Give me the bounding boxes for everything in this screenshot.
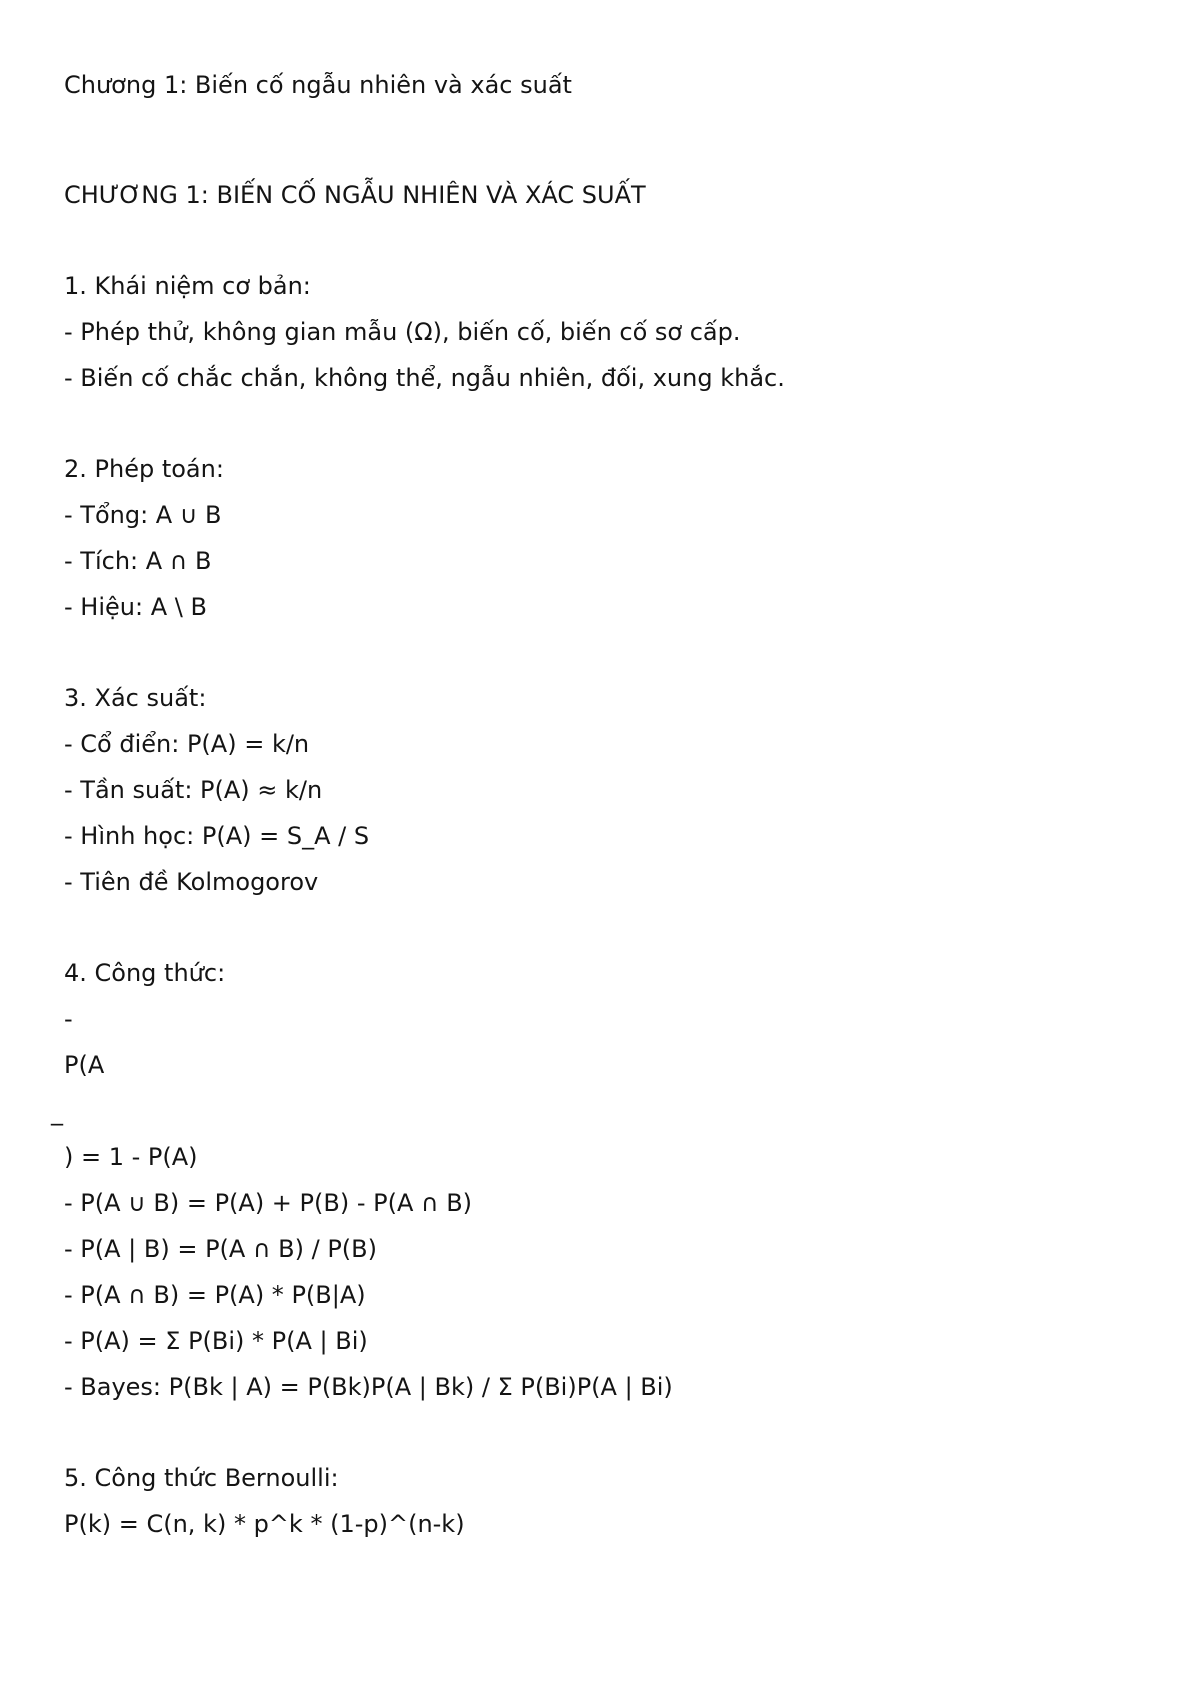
section-4-heading: 4. Công thức:: [64, 959, 226, 987]
section-4-item: - P(A) = Σ P(Bi) * P(A | Bi): [64, 1327, 368, 1355]
complement-formula-end: ) = 1 - P(A): [64, 1143, 198, 1171]
document-title: CHƯƠNG 1: BIẾN CỐ NGẪU NHIÊN VÀ XÁC SUẤT: [64, 181, 646, 209]
section-3-heading: 3. Xác suất:: [64, 684, 207, 712]
complement-overbar: _: [51, 1098, 63, 1126]
section-4-dash: -: [64, 1005, 73, 1033]
section-2-item: - Tích: A ∩ B: [64, 547, 212, 575]
section-4-item: - Bayes: P(Bk | A) = P(Bk)P(A | Bk) / Σ P(Bi)P(A | Bi): [64, 1373, 673, 1401]
section-3-item: - Tiên đề Kolmogorov: [64, 868, 319, 896]
section-4-item: - P(A | B) = P(A ∩ B) / P(B): [64, 1235, 377, 1263]
section-1-heading: 1. Khái niệm cơ bản:: [64, 272, 311, 300]
complement-formula-start: P(A: [64, 1051, 105, 1079]
section-3-item: - Hình học: P(A) = S_A / S: [64, 822, 370, 850]
section-3-item: - Tần suất: P(A) ≈ k/n: [64, 776, 323, 804]
section-1-item: - Biến cố chắc chắn, không thể, ngẫu nhiên, đối, xung khắc.: [64, 364, 785, 392]
bernoulli-formula: P(k) = C(n, k) * p^k * (1-p)^(n-k): [64, 1510, 465, 1538]
section-5-heading: 5. Công thức Bernoulli:: [64, 1464, 339, 1492]
section-1-item: - Phép thử, không gian mẫu (Ω), biến cố, biến cố sơ cấp.: [64, 318, 741, 346]
section-2-item: - Hiệu: A \ B: [64, 593, 207, 621]
section-4-item: - P(A ∪ B) = P(A) + P(B) - P(A ∩ B): [64, 1189, 473, 1217]
section-2-heading: 2. Phép toán:: [64, 455, 224, 483]
document-header: Chương 1: Biến cố ngẫu nhiên và xác suất: [64, 71, 572, 99]
section-4-item: - P(A ∩ B) = P(A) * P(B|A): [64, 1281, 366, 1309]
section-2-item: - Tổng: A ∪ B: [64, 501, 222, 529]
section-3-item: - Cổ điển: P(A) = k/n: [64, 730, 310, 758]
